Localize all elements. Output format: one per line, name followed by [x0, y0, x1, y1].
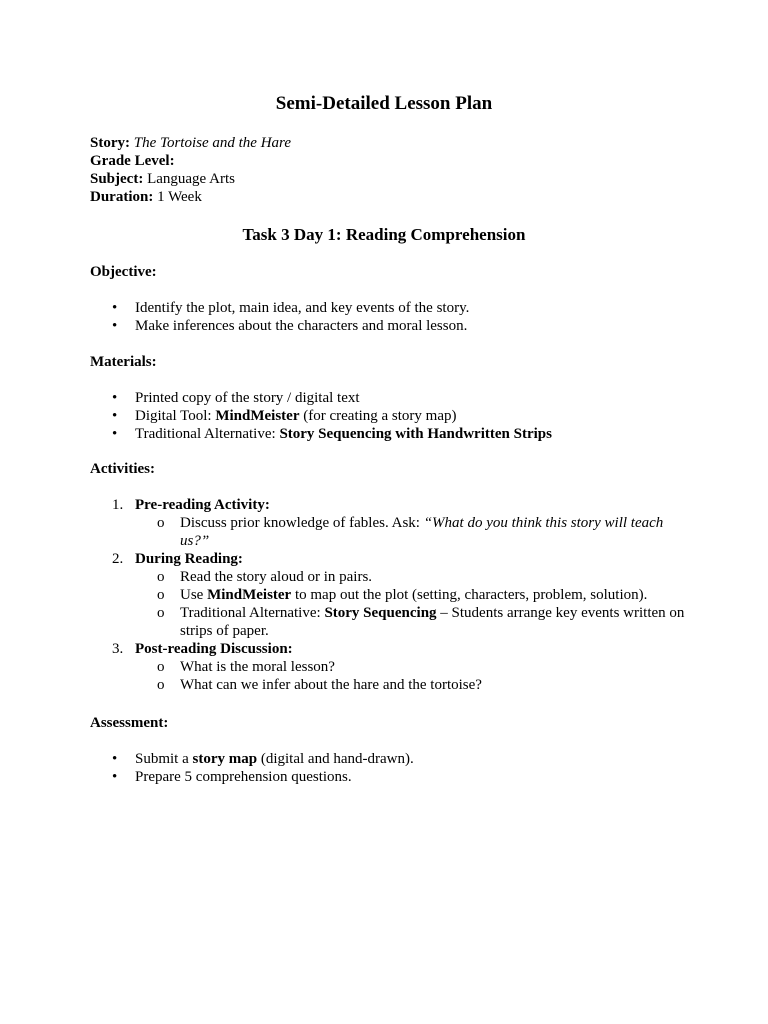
activity-item-2	[90, 550, 690, 640]
subject-line	[90, 170, 291, 188]
sub-bullet-icon: o	[157, 659, 165, 675]
sub-bullet-icon: o	[157, 569, 165, 585]
sub-bullet-icon: o	[157, 587, 165, 603]
activity-title: During Reading:	[135, 551, 243, 567]
assessment-item-1-prefix: Submit a	[135, 751, 193, 767]
activities-list	[90, 496, 690, 694]
bullet-icon: •	[112, 769, 118, 785]
objective-heading: Objective:	[90, 264, 157, 280]
sub-item-question: “What do you think this story will teach us?”	[180, 515, 664, 549]
sub-item-method: Story Sequencing	[324, 605, 437, 621]
list-item	[90, 425, 552, 443]
sub-item-text: Read the story aloud or in pairs.	[180, 569, 373, 585]
activity-sublist	[135, 568, 690, 640]
grade-line	[90, 152, 291, 170]
list-item	[90, 768, 414, 786]
bullet-icon: •	[112, 751, 118, 767]
assessment-heading: Assessment:	[90, 715, 169, 731]
story-label: Story:	[90, 135, 130, 151]
objective-list	[90, 299, 469, 335]
list-item	[90, 317, 469, 335]
activity-number: 1.	[112, 497, 124, 513]
bullet-icon: •	[112, 390, 118, 406]
materials-item-2-tool: MindMeister	[215, 408, 300, 424]
objective-item-1: Identify the plot, main idea, and key events of the story.	[135, 300, 470, 316]
sub-item-prefix: Use	[180, 587, 208, 603]
activity-title: Pre-reading Activity:	[135, 497, 270, 513]
bullet-icon: •	[112, 408, 118, 424]
activity-item-1	[90, 496, 690, 550]
materials-item-3-prefix: Traditional Alternative:	[135, 426, 280, 442]
materials-list	[90, 389, 552, 443]
sub-bullet-icon: o	[157, 677, 165, 693]
task-title: Task 3 Day 1: Reading Comprehension	[242, 225, 526, 244]
activity-number: 2.	[112, 551, 124, 567]
sub-list-item	[135, 658, 690, 676]
assessment-item-1-suffix: (digital and hand-drawn).	[257, 751, 414, 767]
sub-list-item	[135, 514, 690, 550]
duration-value: 1 Week	[157, 189, 202, 205]
sub-item-tool: MindMeister	[207, 587, 292, 603]
list-item	[90, 299, 469, 317]
bullet-icon: •	[112, 318, 118, 334]
sub-item-prefix: Discuss prior knowledge of fables. Ask:	[180, 515, 424, 531]
materials-item-2-suffix: (for creating a story map)	[299, 408, 457, 424]
activity-item-3	[90, 640, 690, 694]
activity-sublist	[135, 658, 690, 694]
duration-label: Duration:	[90, 189, 154, 205]
sub-item-suffix: to map out the plot (setting, characters, problem, solution).	[291, 587, 648, 603]
assessment-list	[90, 750, 414, 786]
bullet-icon: •	[112, 426, 118, 442]
assessment-item-2: Prepare 5 comprehension questions.	[135, 769, 352, 785]
assessment-item-1-bold: story map	[192, 751, 258, 767]
page-title: Semi-Detailed Lesson Plan	[275, 93, 493, 114]
sub-list-item	[135, 676, 690, 694]
activity-sublist	[135, 514, 690, 550]
sub-item-text: What can we infer about the hare and the tortoise?	[180, 677, 482, 693]
story-value: The Tortoise and the Hare	[133, 135, 291, 151]
lesson-meta	[90, 134, 291, 206]
activity-title: Post-reading Discussion:	[135, 641, 293, 657]
sub-item-text: What is the moral lesson?	[180, 659, 335, 675]
grade-label: Grade Level:	[90, 153, 175, 169]
activity-number: 3.	[112, 641, 124, 657]
sub-item-prefix: Traditional Alternative:	[180, 605, 325, 621]
story-line	[90, 134, 291, 152]
list-item	[90, 407, 552, 425]
sub-list-item	[135, 568, 690, 586]
sub-item-suffix: – Students arrange key events written on strips of paper.	[180, 605, 685, 639]
objective-item-2: Make inferences about the characters and moral lesson.	[135, 318, 468, 334]
materials-item-1: Printed copy of the story / digital text	[135, 390, 360, 406]
activities-heading: Activities:	[90, 461, 155, 477]
subject-label: Subject:	[90, 171, 144, 187]
subject-value: Language Arts	[147, 171, 235, 187]
sub-list-item	[135, 586, 690, 604]
materials-heading: Materials:	[90, 354, 157, 370]
list-item	[90, 750, 414, 768]
sub-list-item	[135, 604, 690, 640]
duration-line	[90, 188, 291, 206]
bullet-icon: •	[112, 300, 118, 316]
materials-item-3-alt: Story Sequencing with Handwritten Strips	[279, 426, 552, 442]
sub-bullet-icon: o	[157, 605, 165, 621]
sub-bullet-icon: o	[157, 515, 165, 531]
materials-item-2-prefix: Digital Tool:	[135, 408, 216, 424]
list-item	[90, 389, 552, 407]
